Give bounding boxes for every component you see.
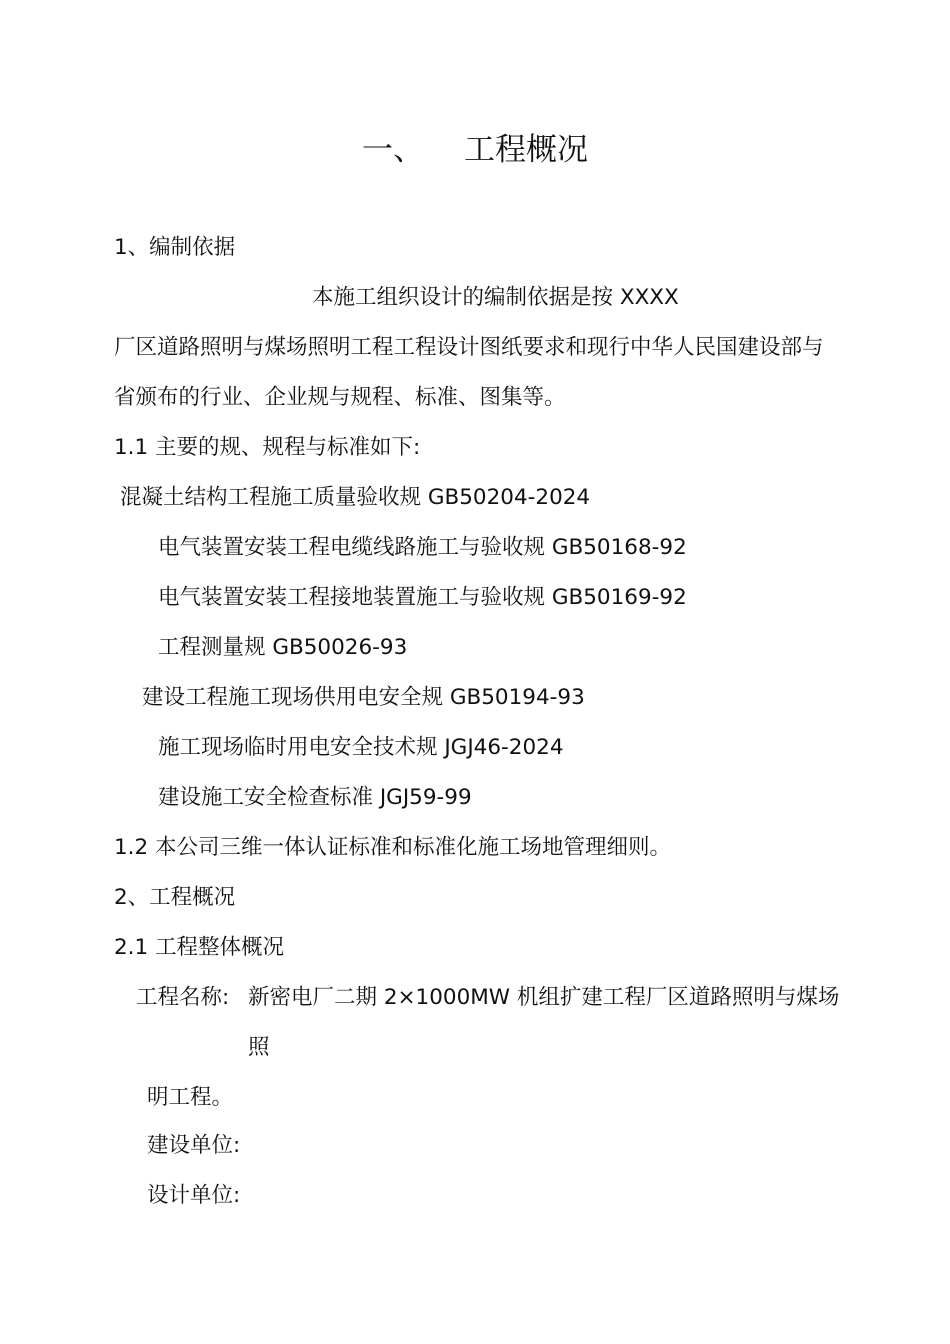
title-text: 工程概况: [464, 132, 588, 168]
project-name-value-line-3: 明工程。: [147, 1085, 234, 1110]
project-name-label: 工程名称:: [136, 985, 230, 1010]
standard-item: 建设施工安全检查标准 JGJ59-99: [158, 785, 472, 810]
basis-paragraph-line-2: 厂区道路照明与煤场照明工程工程设计图纸要求和现行中华人民国建设部与: [114, 335, 824, 360]
basis-paragraph-line-1: 本施工组织设计的编制依据是按 XXXX: [312, 285, 679, 310]
section-heading-basis: 1、编制依据: [114, 235, 236, 260]
item-1-2: 1.2 本公司三维一体认证标准和标准化施工场地管理细则。: [114, 835, 672, 860]
standard-item: 电气装置安装工程接地装置施工与验收规 GB50169-92: [158, 585, 687, 610]
standard-item: 建设工程施工现场供用电安全规 GB50194-93: [142, 685, 585, 710]
standard-item: 混凝土结构工程施工质量验收规 GB50204-2024: [120, 485, 591, 510]
owner-label: 建设单位:: [147, 1133, 241, 1158]
title-number: 一、: [362, 132, 424, 168]
page-title: [0, 128, 950, 172]
project-name-value-line-2: 照: [248, 1035, 270, 1060]
standard-item: 施工现场临时用电安全技术规 JGJ46-2024: [158, 735, 564, 760]
section-heading-overview: 2、工程概况: [114, 885, 236, 910]
basis-paragraph-line-3: 省颁布的行业、企业规与规程、标准、图集等。: [114, 385, 566, 410]
standards-heading: 1.1 主要的规、规程与标准如下:: [114, 435, 421, 460]
designer-label: 设计单位:: [147, 1183, 241, 1208]
subsection-heading-overall: 2.1 工程整体概况: [114, 935, 285, 960]
project-name-value-line-1: 新密电厂二期 2×1000MW 机组扩建工程厂区道路照明与煤场: [248, 985, 840, 1010]
standard-item: 电气装置安装工程电缆线路施工与验收规 GB50168-92: [158, 535, 687, 560]
standard-item: 工程测量规 GB50026-93: [158, 635, 408, 660]
